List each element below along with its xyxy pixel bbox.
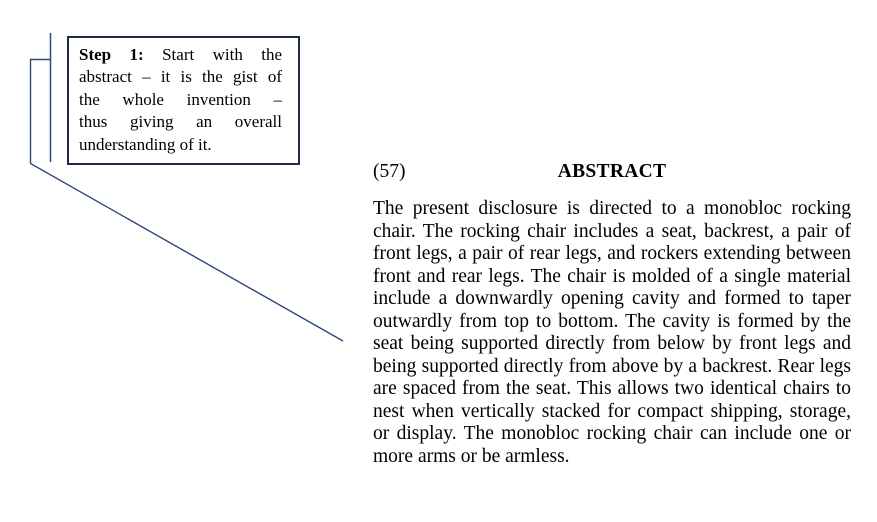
callout-line: abstract – it is the gist of — [79, 67, 282, 87]
abstract-line: include a downwardly opening cavity and formed to taper — [373, 288, 851, 309]
abstract-line: more arms or be armless. — [373, 445, 570, 467]
abstract-field-code: (57) — [373, 161, 406, 182]
abstract-body — [373, 198, 851, 468]
callout-line: understanding of it. — [79, 134, 212, 154]
step-1-callout-box — [67, 36, 300, 165]
abstract-line: nest when vertically stacked for compact shipping, storage, — [373, 400, 851, 422]
abstract-line: chair. The rocking chair includes a seat, backrest, a pair of — [373, 220, 851, 242]
abstract-line: front legs, a pair of rear legs, and rockers extending between — [373, 243, 851, 264]
callout-line: the whole invention – — [79, 89, 282, 109]
abstract-line: or display. The monobloc rocking chair can include one or — [373, 423, 851, 444]
abstract-line: are spaced from the seat. This allows two identical chairs to — [373, 378, 851, 399]
callout-line: thus giving an overall — [79, 112, 282, 132]
abstract-line: seat being supported directly from below by front legs and — [373, 333, 851, 354]
callout-line-text: Start with the — [162, 45, 282, 64]
abstract-title: ABSTRACT — [557, 161, 667, 182]
abstract-header — [373, 161, 851, 182]
callout-line — [79, 44, 282, 66]
abstract-section — [373, 161, 851, 468]
step-label: Step 1: — [79, 45, 144, 64]
abstract-line: The present disclosure is directed to a monobloc rocking — [373, 198, 851, 219]
abstract-line: front and rear legs. The chair is molded of a single material — [373, 265, 851, 287]
abstract-line: being supported directly from above by a backrest. Rear legs — [373, 355, 851, 377]
abstract-line: outwardly from top to bottom. The cavity is formed by the — [373, 310, 851, 332]
